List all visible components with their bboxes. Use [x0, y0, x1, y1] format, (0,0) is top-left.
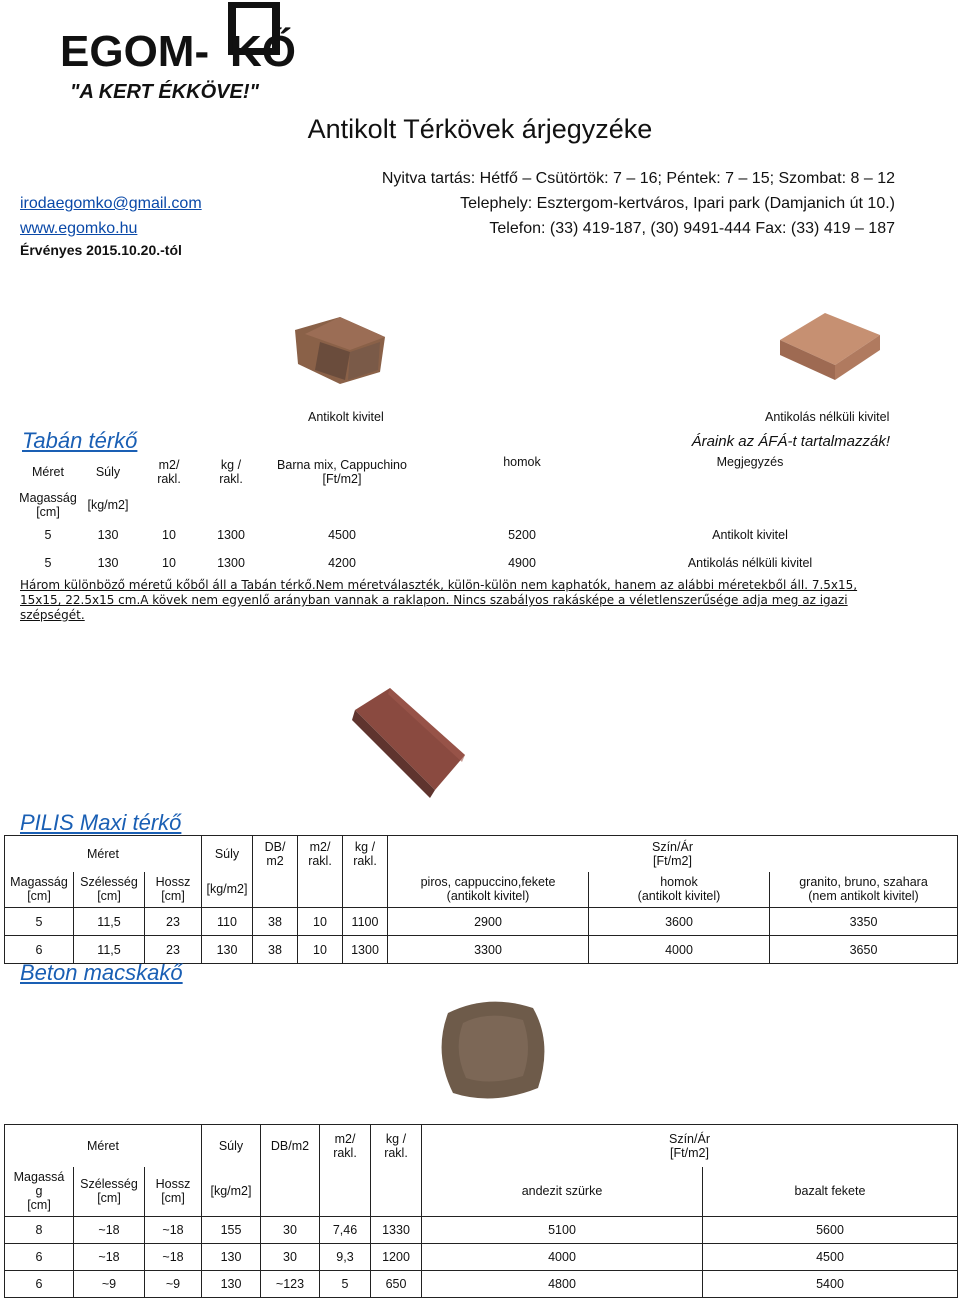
pilis-image	[340, 680, 470, 805]
th-hossz: Hossz	[155, 875, 191, 890]
th-meret: Méret	[5, 836, 202, 872]
table-row	[5, 1271, 958, 1298]
cell: 10	[162, 528, 176, 542]
cell: 1300	[217, 528, 245, 542]
cell: 155	[202, 1217, 261, 1244]
cell: 4000	[589, 936, 770, 964]
th-cm: [cm]	[27, 889, 51, 904]
cell: 1300	[217, 556, 245, 570]
th-kg: kg /	[220, 458, 242, 472]
th-suly: Súly	[95, 465, 121, 479]
cell: Antikolás nélküli kivitel	[687, 556, 813, 570]
email-link[interactable]: irodaegomko@gmail.com	[20, 195, 202, 212]
svg-text:EGOM-: EGOM-	[60, 27, 210, 76]
svg-text:"A KERT ÉKKÖVE!": "A KERT ÉKKÖVE!"	[70, 81, 259, 103]
th-megj: Megjegyzés	[716, 455, 784, 469]
th-ftm2: [Ft/m2]	[670, 1145, 709, 1160]
table-row	[5, 1217, 958, 1244]
cell: 5600	[703, 1217, 958, 1244]
macska-table	[4, 1124, 958, 1298]
cell: 130	[202, 1271, 261, 1298]
th-rakl2: rakl.	[353, 853, 377, 868]
cell: 9,3	[320, 1244, 371, 1271]
cell: 11,5	[74, 908, 145, 936]
th-suly: Súly	[202, 836, 253, 872]
th-suly: Súly	[202, 1125, 261, 1167]
table-row	[5, 908, 958, 936]
cell: 23	[145, 908, 202, 936]
th-c3a: granito, bruno, szahara	[799, 875, 928, 890]
taban-natural-image	[775, 305, 885, 390]
th-c1a: piros, cappuccino,fekete	[420, 875, 556, 890]
cell: ~9	[74, 1271, 145, 1298]
taban-note: Három különböző méretű kőből áll a Tabán térkő.Nem méretválaszték, külön-külön nem kaphatók, hanem az alábbi méretekből áll. 7.5x15, 15x15, 22.5x15 cm.A kövek nem egyenlő arányban vannak a raklapon. Nincs szabályos rakásképe a véletlenszerűsége adja meg az igazi szépségét.	[20, 578, 858, 622]
cell: 110	[202, 908, 253, 936]
svg-text:KŐ: KŐ	[230, 27, 296, 76]
cell: ~9	[145, 1271, 202, 1298]
cell: 38	[253, 936, 298, 964]
cell: 130	[97, 528, 119, 542]
cell: 130	[202, 1244, 261, 1271]
cell: Antikolt kivitel	[712, 528, 788, 542]
cell: ~18	[145, 1217, 202, 1244]
site-address: Telephely: Esztergom-kertváros, Ipari park (Damjanich út 10.)	[460, 195, 895, 212]
th-mag1: Magassá	[13, 1170, 65, 1185]
th-szelesseg: Szélesség	[80, 875, 138, 890]
th-szin: Szín/Ár	[669, 1131, 710, 1146]
th-hossz: Hossz	[155, 1177, 191, 1192]
th-mag2: g	[35, 1184, 43, 1199]
macska-section-title: Beton macskakő	[20, 960, 183, 985]
th-cm: [cm]	[27, 1198, 51, 1213]
cell: 5200	[508, 528, 536, 542]
cell: 2900	[388, 908, 589, 936]
th-color1: Barna mix, Cappuchino	[277, 458, 407, 472]
cell: 3350	[770, 908, 958, 936]
opening-hours: Nyitva tartás: Hétfő – Csütörtök: 7 – 16; Péntek: 7 – 15; Szombat: 8 – 12	[381, 170, 895, 187]
egomko-logo	[40, 0, 300, 104]
valid-from: Érvényes 2015.10.20.-tól	[20, 242, 182, 258]
vat-note: Áraink az ÁFÁ-t tartalmazzák!	[691, 433, 890, 450]
th-rakl: rakl.	[333, 1145, 357, 1160]
macska-image	[428, 988, 558, 1113]
th-cm3: [cm]	[161, 1191, 185, 1206]
th-rakl2: rakl.	[219, 472, 243, 486]
cell: 1200	[371, 1244, 422, 1271]
th-kgm2: [kg/m2]	[87, 498, 129, 512]
cell: 3650	[770, 936, 958, 964]
th-magassag: Magasság	[19, 491, 77, 505]
th-c2a: homok	[660, 875, 698, 890]
cell: 6	[5, 1271, 74, 1298]
cell: 5100	[422, 1217, 703, 1244]
th-c1b: (antikolt kivitel)	[446, 889, 530, 904]
cell: 38	[253, 908, 298, 936]
phone-fax: Telefon: (33) 419-187, (30) 9491-444 Fax: (33) 419 – 187	[489, 220, 895, 237]
cell: 4200	[328, 556, 356, 570]
cell: 23	[145, 936, 202, 964]
taban-caption-natural: Antikolás nélküli kivitel	[765, 410, 890, 424]
cell: 30	[261, 1217, 320, 1244]
th-rakl: rakl.	[157, 472, 181, 486]
cell: 4900	[508, 556, 536, 570]
cell: 8	[5, 1217, 74, 1244]
cell: 5	[5, 908, 74, 936]
th-kg: kg /	[354, 839, 376, 854]
taban-section-title: Tabán térkő	[22, 428, 138, 453]
th-m2u: m2	[266, 853, 284, 868]
th-rakl: rakl.	[308, 853, 332, 868]
cell: 130	[202, 936, 253, 964]
cell: 1100	[343, 908, 388, 936]
cell: 5	[320, 1271, 371, 1298]
pilis-table	[4, 835, 958, 964]
cell: 4800	[422, 1271, 703, 1298]
th-meret: Méret	[32, 465, 64, 479]
cell: 130	[97, 556, 119, 570]
cell: 7,46	[320, 1217, 371, 1244]
cell: 5400	[703, 1271, 958, 1298]
th-cm2: [cm]	[97, 1191, 121, 1206]
table-row	[18, 521, 878, 549]
cell: 5	[44, 528, 52, 542]
th-color2: homok	[503, 455, 541, 469]
th-kg: kg /	[385, 1131, 407, 1146]
taban-table	[18, 455, 878, 577]
cell: ~18	[145, 1244, 202, 1271]
cell: 1330	[371, 1217, 422, 1244]
taban-caption-antikolt: Antikolt kivitel	[308, 410, 384, 424]
cell: 3600	[589, 908, 770, 936]
th-c1: andezit szürke	[422, 1167, 703, 1217]
th-szelesseg: Szélesség	[80, 1177, 138, 1192]
th-szin: Szín/Ár	[652, 839, 693, 854]
th-m2: m2/	[158, 458, 180, 472]
page-title: Antikolt Térkövek árjegyzéke	[307, 114, 653, 144]
th-c2b: (antikolt kivitel)	[637, 889, 721, 904]
cell: 6	[5, 936, 74, 964]
th-m2: m2/	[334, 1131, 356, 1146]
cell: 650	[371, 1271, 422, 1298]
th-kgm2: [kg/m2]	[202, 1167, 261, 1217]
cell: ~18	[74, 1217, 145, 1244]
cell: 4500	[328, 528, 356, 542]
th-c3b: (nem antikolt kivitel)	[808, 889, 919, 904]
cell: 4000	[422, 1244, 703, 1271]
th-c2: bazalt fekete	[703, 1167, 958, 1217]
taban-antikolt-image	[290, 312, 390, 392]
th-cm: [cm]	[36, 505, 60, 519]
th-db: DB/m2	[261, 1125, 320, 1167]
th-cm2: [cm]	[97, 889, 121, 904]
th-ftm2: [Ft/m2]	[653, 853, 692, 868]
cell: 10	[298, 908, 343, 936]
th-m2: m2/	[309, 839, 331, 854]
cell: 3300	[388, 936, 589, 964]
cell: ~18	[74, 1244, 145, 1271]
cell: 4500	[703, 1244, 958, 1271]
pilis-section-title: PILIS Maxi térkő	[20, 810, 182, 835]
cell: 5	[44, 556, 52, 570]
th-meret: Méret	[5, 1125, 202, 1167]
website-link[interactable]: www.egomko.hu	[20, 220, 138, 237]
th-db: DB/	[264, 839, 286, 854]
cell: 10	[298, 936, 343, 964]
table-row	[18, 549, 878, 577]
th-kgm2: [kg/m2]	[202, 872, 253, 908]
cell: ~123	[261, 1271, 320, 1298]
th-rakl2: rakl.	[384, 1145, 408, 1160]
cell: 30	[261, 1244, 320, 1271]
cell: 1300	[343, 936, 388, 964]
th-magassag: Magasság	[10, 875, 68, 890]
th-ftm2: [Ft/m2]	[322, 472, 362, 486]
th-cm3: [cm]	[161, 889, 185, 904]
cell: 10	[162, 556, 176, 570]
table-row	[5, 1244, 958, 1271]
cell: 11,5	[74, 936, 145, 964]
cell: 6	[5, 1244, 74, 1271]
